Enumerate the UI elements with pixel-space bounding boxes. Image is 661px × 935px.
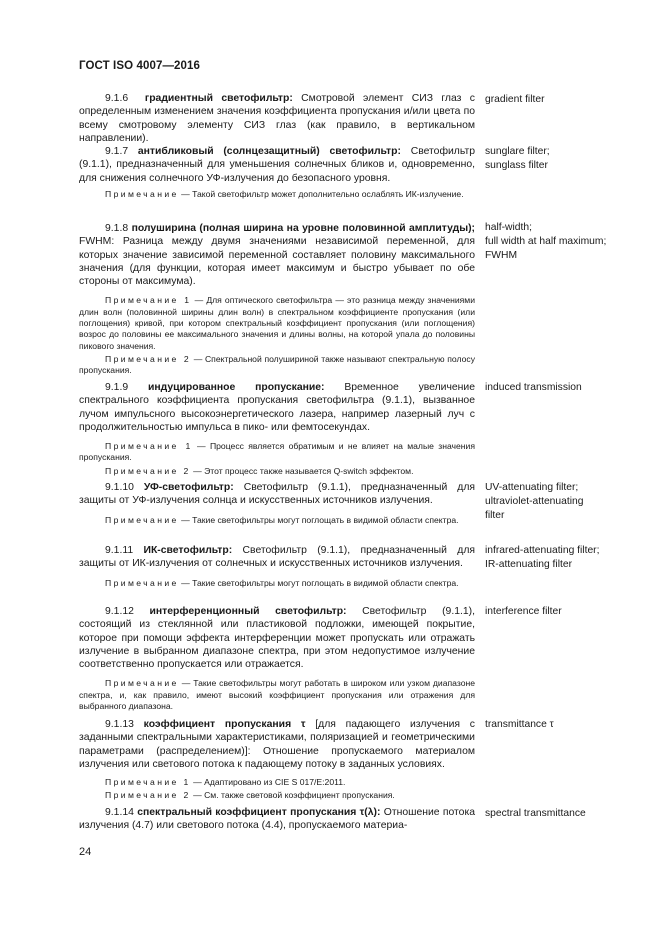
entry-definition: Светофильтр (9.1.1), предназначенный для уменьшения солнечных бликов и, одновременно, для снижения солнечного УФ-излучения до безопасного уровня. — [79, 146, 476, 184]
entry-9-1-11 — [79, 544, 475, 589]
entry-number: 9.1.9 — [105, 382, 129, 393]
en-term: transmittance τ — [485, 719, 554, 730]
en-term: half-width; full width at half maximum; FWHM — [485, 222, 607, 261]
en-term: infrared-attenuating filter; IR-attenuating filter — [485, 545, 600, 570]
note-label: Примечание — [105, 577, 179, 588]
note-text: — Для оптического светофильтра — это разница между значениями длин волн (половинной ширины длин волн) в спектральном коэффициенте пропускания (или поглощения) кривой, при котором спектральный коэффициент пропускания (или поглощения) возрос до половины ее максимального значения и длины волны, на которой упала до половины пикового значения. — [79, 295, 476, 351]
entry-note — [79, 189, 475, 200]
note-label: Примечание 1 — [105, 295, 192, 306]
en-term: interference filter — [485, 606, 562, 617]
note-text: — См. также световой коэффициент пропускания. — [193, 790, 395, 801]
entry-definition: Временное увеличение спектрального коэффициента пропускания светофильтра (9.1.1), вызванное лучом импульсного высокоэнергетического лазера, например лазерный луч с продолжительностью импульса в пико- или фемтосекундах. — [79, 382, 475, 433]
note-text: — Такие светофильтры могут поглощать в видимой области спектра. — [181, 514, 459, 525]
note-label: Примечание — [105, 188, 179, 199]
entry-term: полуширина (полная ширина на уровне половинной амплитуды); — [131, 223, 476, 234]
entry-9-1-13 — [79, 718, 475, 802]
entry-9-1-6 — [79, 92, 475, 145]
entry-9-1-8 — [79, 222, 475, 377]
entry-9-1-10 — [79, 481, 475, 526]
entry-term: градиентный светофильтр: — [144, 93, 293, 104]
entry-note-1 — [79, 295, 475, 351]
entry-number: 9.1.13 — [105, 719, 134, 730]
entry-number: 9.1.14 — [105, 807, 134, 818]
entry-term: УФ-светофильтр: — [143, 482, 234, 493]
entry-note-1 — [79, 441, 475, 464]
note-label: Примечание 1 — [105, 441, 193, 452]
entry-number: 9.1.11 — [105, 545, 134, 556]
entry-definition: FWHM: Разница между двумя значениями независимой переменной, для которых значение зависимой переменной составляет половину максимального значения (для функции, которая имеет максимум и быстро убывает по обе стороны от максимума). — [79, 236, 475, 288]
note-text: — Спектральной полушириной также называют спектральную полосу пропускания. — [79, 353, 475, 376]
entry-number: 9.1.7 — [105, 146, 129, 157]
note-text: — Такой светофильтр может дополнительно ослаблять ИК-излучение. — [181, 188, 464, 199]
entry-9-1-9 — [79, 381, 475, 477]
note-label: Примечание — [105, 514, 179, 525]
note-text: — Процесс является обратимым и не влияет на малые значения пропускания. — [79, 441, 475, 463]
entry-number: 9.1.12 — [105, 606, 134, 617]
entry-definition: [для падающего излучения с заданными спектральными характеристиками, поляризацией и геометрическими параметрами (распределением)]: Отношение пропускаемого материалом излучения или светового потока к падающему потоку в заданных условиях. — [79, 719, 475, 770]
note-label: Примечание 2 — [105, 465, 191, 476]
note-text: — Этот процесс также называется Q-switch эффектом. — [193, 465, 414, 476]
entry-term: ИК-светофильтр: — [143, 545, 233, 556]
entry-number: 9.1.6 — [105, 93, 129, 104]
entry-term: индуцированное пропускание: — [147, 382, 325, 393]
document-header: ГОСТ ISO 4007—2016 — [79, 60, 201, 72]
en-term: induced transmission — [485, 382, 582, 393]
entry-term: коэффициент пропускания τ — [143, 719, 306, 730]
entry-9-1-14 — [79, 806, 475, 833]
entry-definition: Отношение потока излучения (4.7) или светового потока (4.4), пропускаемого материа- — [79, 807, 475, 832]
entry-note-2 — [79, 790, 475, 801]
en-term: UV-attenuating filter; ultraviolet-attenuating filter — [485, 482, 584, 521]
en-term: gradient filter — [485, 94, 545, 105]
entry-number: 9.1.8 — [105, 223, 129, 234]
entry-note-1 — [79, 777, 475, 788]
entry-note — [79, 678, 475, 712]
entry-term: интерференционный светофильтр: — [149, 606, 347, 617]
entry-term: антибликовый (солнцезащитный) светофильтр: — [137, 146, 401, 157]
entry-note-2 — [79, 466, 475, 477]
entry-note — [79, 515, 475, 526]
entry-number: 9.1.10 — [105, 482, 134, 493]
en-term: spectral transmittance — [485, 808, 586, 819]
page-number: 24 — [79, 846, 92, 858]
note-text: — Адаптировано из CIE S 017/E:2011. — [193, 777, 346, 788]
entry-term: спектральный коэффициент пропускания τ(λ): — [137, 807, 381, 818]
entry-definition: Светофильтр (9.1.1), состоящий из стеклянной или пластиковой подложки, имеющей покрытие, которое при помощи эффекта интерференции может пропускать или отражать излучение в выбранном диапазоне спектра, при этом недопустимое излучение соответственно пропускается или отражается. — [79, 606, 475, 671]
entry-9-1-7 — [79, 145, 475, 200]
note-label: Примечание — [105, 678, 179, 689]
entry-9-1-12 — [79, 605, 475, 712]
note-text: — Такие светофильтры могут поглощать в видимой области спектра. — [181, 577, 459, 588]
entry-note-2 — [79, 354, 475, 377]
note-label: Примечание 2 — [105, 353, 191, 364]
en-term: sunglare filter; sunglass filter — [485, 146, 550, 171]
entry-note — [79, 578, 475, 589]
note-text: — Такие светофильтры могут работать в широком или узком диапазоне спектра, и, как правило, имеют высокий коэффициент пропускания или отражения для выбранного диапазона. — [79, 678, 476, 712]
note-label: Примечание 2 — [105, 790, 191, 801]
entry-definition: Смотровой элемент СИЗ глаз с определенным изменением значения коэффициента пропускания и/или цвета по всему смотровому элементу СИЗ глаз (как правило, в вертикальном направлении). — [79, 93, 475, 144]
entry-definition: Светофильтр (9.1.1), предназначенный для защиты от ИК-излучения от солнечных и искусственных источников излучения. — [79, 545, 476, 570]
entry-definition: Светофильтр (9.1.1), предназначенный для защиты от УФ-излучения солнца и искусственных источников излучения. — [79, 482, 476, 507]
note-label: Примечание 1 — [105, 777, 191, 788]
